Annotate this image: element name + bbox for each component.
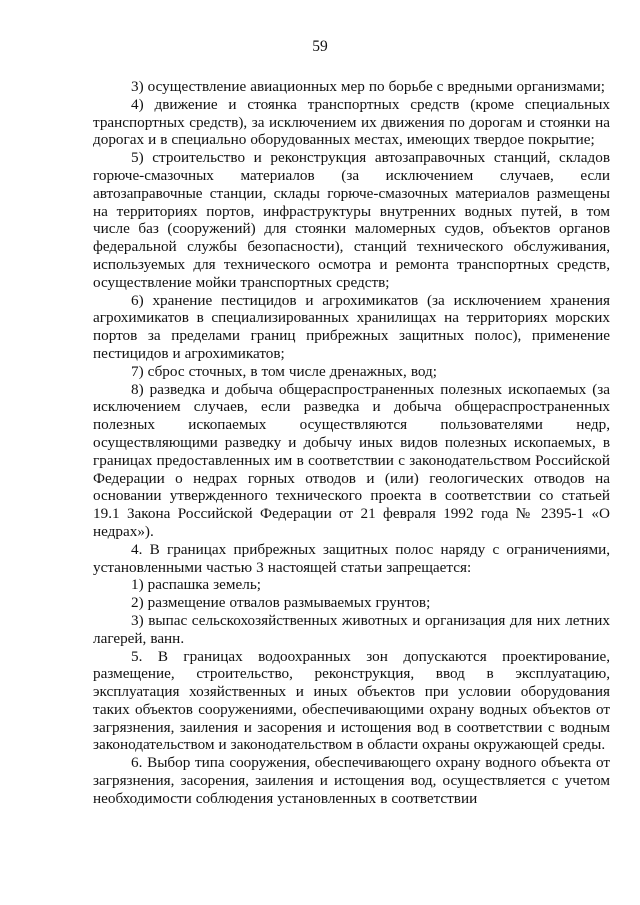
paragraph-section-4-item-2: 2) размещение отвалов размываемых грунтов; bbox=[131, 594, 431, 612]
paragraph-item-8: 8) разведка и добыча общераспространенных полезных ископаемых (за исключением случаев, если разведка и добыча общераспространенных полезных ископаемых осуществляются пользователями недр, осуществляющими разведку и добычу иных видов полезных ископаемых, в границах предоставленных им в соответствии с законодательством Российской Федерации о недрах горных отводов и (или) геологических отводов на основании утвержденного технического проекта в соответствии со статьей 19.1 Закона Российской Федерации от 21 февраля 1992 года № 2395-1 «О недрах»). bbox=[93, 380, 610, 540]
paragraph-item-5: 5) строительство и реконструкция автозаправочных станций, складов горюче-смазочных материалов (за исключением случаев, если автозаправочные станции, склады горюче-смазочных материалов размещены на территориях портов, инфраструктуры внутренних водных путей, в том числе баз (сооружений) для стоянки маломерных судов, объектов органов федеральной службы безопасности), станций технического обслуживания, используемых для технического осмотра и ремонта транспортных средств, осуществление мойки транспортных средств; bbox=[93, 149, 610, 291]
document-body bbox=[93, 78, 610, 808]
paragraph-item-7: 7) сброс сточных, в том числе дренажных, вод; bbox=[131, 362, 437, 380]
paragraph-section-4: 4. В границах прибрежных защитных полос наряду с ограничениями, установленными частью 3 настоящей статьи запрещается: bbox=[93, 540, 610, 576]
paragraph-item-6: 6) хранение пестицидов и агрохимикатов (за исключением хранения агрохимикатов в специализированных хранилищах на территориях морских портов за пределами границ прибрежных защитных полос), применение пестицидов и агрохимикатов; bbox=[93, 291, 610, 362]
paragraph-item-4: 4) движение и стоянка транспортных средств (кроме специальных транспортных средств), за исключением их движения по дорогам и стоянки на дорогах и в специально оборудованных местах, имеющих твердое покрытие; bbox=[93, 95, 610, 149]
paragraph-section-5: 5. В границах водоохранных зон допускаются проектирование, размещение, строительство, реконструкция, ввод в эксплуатацию, эксплуатация хозяйственных и иных объектов при условии оборудования таких объектов сооружениями, обеспечивающими охрану водных объектов от загрязнения, заиления и засорения и истощения вод в соответствии с водным законодательством и законодательством в области охраны окружающей среды. bbox=[93, 647, 610, 754]
paragraph-item-3: 3) осуществление авиационных мер по борьбе с вредными организмами; bbox=[131, 78, 605, 95]
page-number: 59 bbox=[312, 38, 328, 55]
paragraph-section-4-item-3: 3) выпас сельскохозяйственных животных и организация для них летних лагерей, ванн. bbox=[93, 611, 610, 647]
paragraph-section-6: 6. Выбор типа сооружения, обеспечивающего охрану водного объекта от загрязнения, засорения, заиления и истощения вод, осуществляется с учетом необходимости соблюдения установленных в соответствии bbox=[93, 754, 610, 807]
paragraph-section-4-item-1: 1) распашка земель; bbox=[131, 576, 261, 594]
